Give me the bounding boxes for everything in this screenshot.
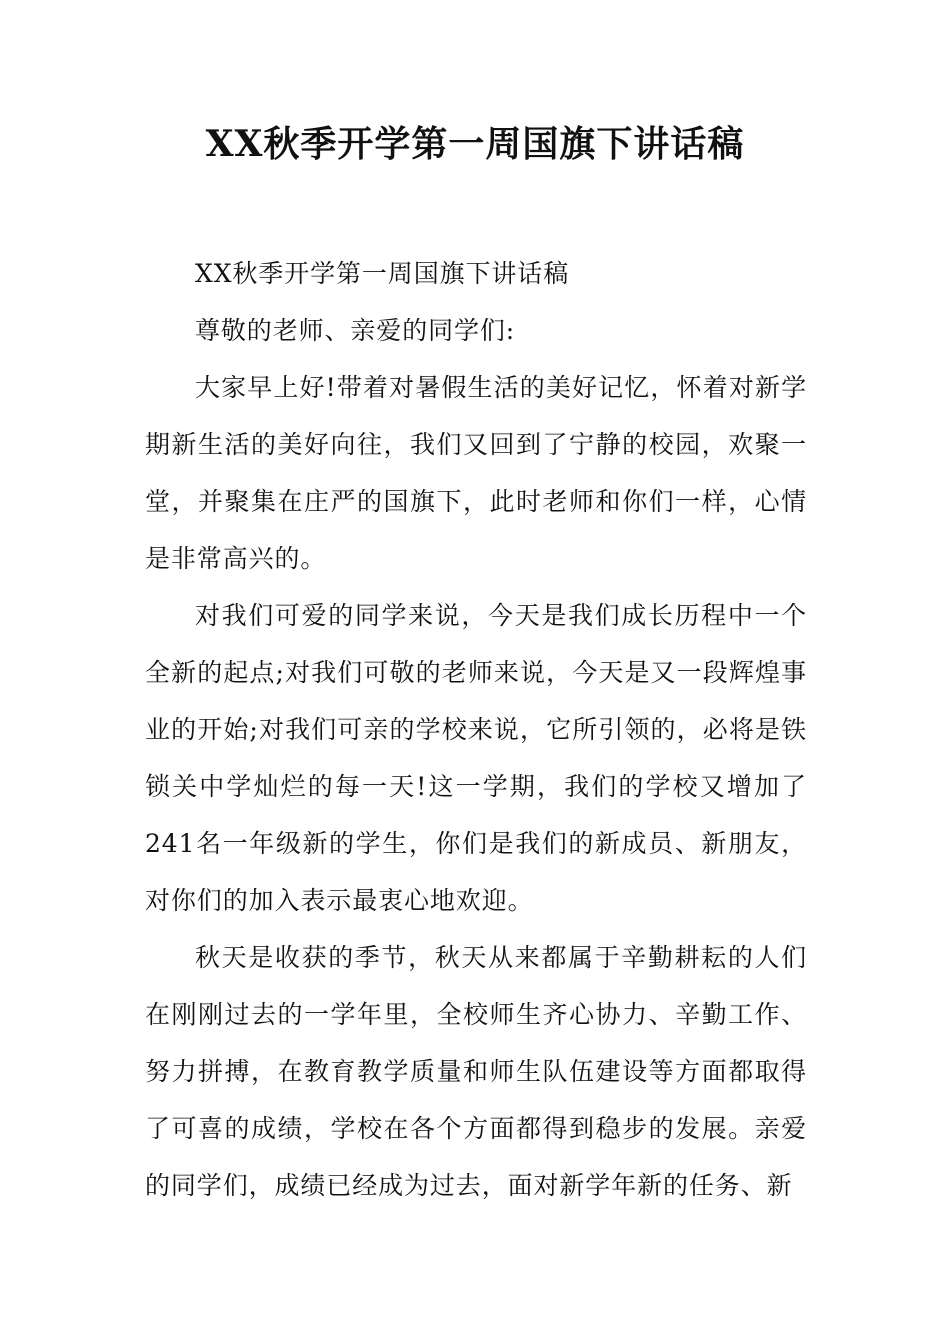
paragraph-subtitle: XX秋季开学第一周国旗下讲话稿 (195, 259, 570, 288)
document-body (145, 245, 807, 1214)
paragraph-salutation: 尊敬的老师、亲爱的同学们: (195, 316, 516, 345)
paragraph-autumn-harvest: 秋天是收获的季节，秋天从来都属于辛勤耕耘的人们在刚刚过去的一学年里，全校师生齐心协力、辛勤工作、努力拼搏，在教育教学质量和师生队伍建设等方面都取得了可喜的成绩，学校在各个方面都得到稳步的发展。亲爱的同学们，成绩已经成为过去，面对新学年新的任务、新 (145, 943, 807, 1200)
paragraph-new-start: 对我们可爱的同学来说，今天是我们成长历程中一个全新的起点;对我们可敬的老师来说，今天是又一段辉煌事业的开始;对我们可亲的学校来说，它所引领的，必将是铁锁关中学灿烂的每一天!这一学期，我们的学校又增加了241名一年级新的学生，你们是我们的新成员、新朋友，对你们的加入表示最衷心地欢迎。 (145, 601, 807, 915)
paragraph-greeting: 大家早上好!带着对暑假生活的美好记忆，怀着对新学期新生活的美好向往，我们又回到了宁静的校园，欢聚一堂，并聚集在庄严的国旗下，此时老师和你们一样，心情是非常高兴的。 (145, 373, 807, 573)
page-title: XX秋季开学第一周国旗下讲话稿 (205, 123, 745, 165)
